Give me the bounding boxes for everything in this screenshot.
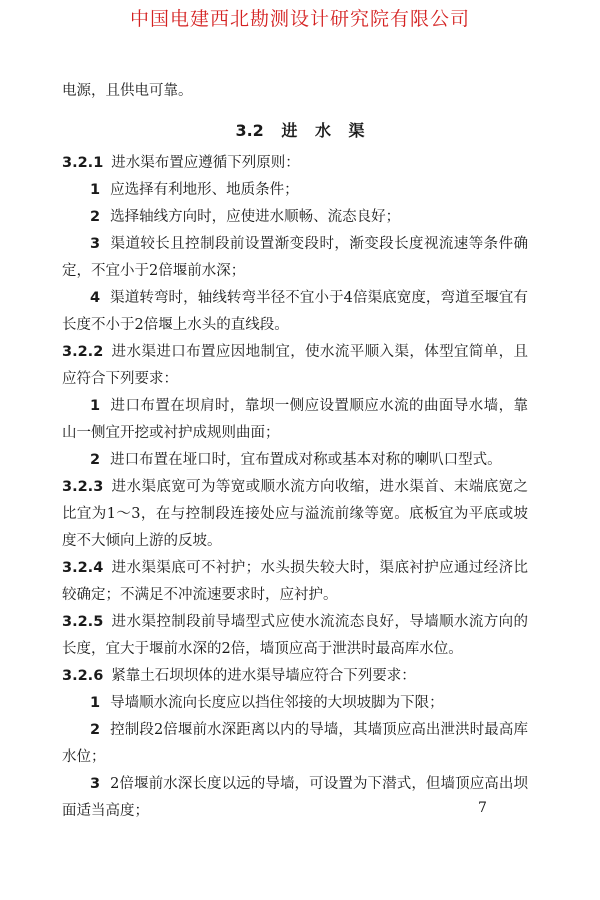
clause-number: 3.2.4	[62, 560, 104, 576]
item-number: 3	[90, 236, 101, 252]
clause-text: 进水渠布置应遵循下列原则：	[111, 155, 300, 171]
clause-text: 进水渠渠底可不衬护；水头损失较大时，渠底衬护应通过经济比较确定；不满足不冲流速要求时，应衬护。	[62, 560, 528, 603]
clause-number: 3.2.1	[62, 155, 104, 171]
item-text: 应选择有利地形、地质条件；	[110, 182, 299, 198]
clause-number: 3.2.5	[62, 614, 104, 630]
clause-item	[62, 231, 528, 285]
clause-paragraph	[62, 474, 528, 555]
section-title-char: 渠	[348, 121, 365, 140]
clause-item	[62, 447, 528, 474]
clause-text: 进水渠进口布置应因地制宜，使水流平顺入渠，体型宜简单，且应符合下列要求：	[62, 344, 528, 387]
item-number: 3	[90, 776, 101, 792]
clause-item	[62, 771, 528, 825]
clause-number: 3.2.3	[62, 479, 104, 495]
clause-text: 进水渠底宽可为等宽或顺水流方向收缩，进水渠首、末端底宽之比宜为1～3，在与控制段连接处应与溢流前缘等宽。底板宜为平底或坡度不大倾向上游的反坡。	[62, 479, 528, 549]
clause-list	[62, 150, 528, 825]
continuation-text	[62, 78, 528, 105]
clause-paragraph	[62, 609, 528, 663]
watermark-header: 中国电建西北勘测设计研究院有限公司	[129, 8, 470, 30]
item-text: 2倍堰前水深长度以远的导墙，可设置为下潜式，但墙顶应高出坝面适当高度；	[62, 776, 528, 819]
clause-item	[62, 690, 528, 717]
clause-item	[62, 717, 528, 771]
item-number: 1	[90, 398, 101, 414]
item-text: 选择轴线方向时，应使进水顺畅、流态良好；	[110, 209, 401, 225]
item-number: 1	[90, 695, 101, 711]
section-title-char: 进	[281, 121, 298, 140]
clause-item	[62, 393, 528, 447]
clause-paragraph	[62, 339, 528, 393]
item-text: 渠道转弯时，轴线转弯半径不宜小于4倍渠底宽度，弯道至堰宜有长度不小于2倍堰上水头的直线段。	[62, 290, 528, 333]
item-number: 2	[90, 209, 101, 225]
section-title	[0, 118, 600, 141]
page-number: 7	[478, 800, 487, 816]
clause-item	[62, 177, 528, 204]
item-text: 控制段2倍堰前水深距离以内的导墙，其墙顶应高出泄洪时最高库水位；	[62, 722, 528, 765]
item-number: 2	[90, 452, 101, 468]
clause-item	[62, 204, 528, 231]
item-number: 2	[90, 722, 101, 738]
clause-paragraph	[62, 663, 528, 690]
clause-paragraph	[62, 150, 528, 177]
section-number: 3.2	[235, 121, 264, 140]
clause-text: 紧靠土石坝坝体的进水渠导墙应符合下列要求：	[111, 668, 416, 684]
clause-number: 3.2.6	[62, 668, 104, 684]
clause-number: 3.2.2	[62, 344, 104, 360]
continuation-paragraph: 电源，且供电可靠。	[62, 83, 193, 99]
item-text: 渠道较长且控制段前设置渐变段时，渐变段长度视流速等条件确定，不宜小于2倍堰前水深；	[62, 236, 528, 279]
section-title-char: 水	[314, 121, 331, 140]
item-text: 进口布置在垭口时，宜布置成对称或基本对称的喇叭口型式。	[110, 452, 502, 468]
clause-item	[62, 285, 528, 339]
item-text: 导墙顺水流向长度应以挡住邻接的大坝坡脚为下限；	[110, 695, 444, 711]
clause-paragraph	[62, 555, 528, 609]
item-number: 4	[90, 290, 101, 306]
item-text: 进口布置在坝肩时，靠坝一侧应设置顺应水流的曲面导水墙，靠山一侧宜开挖或衬护成规则曲面；	[62, 398, 528, 441]
item-number: 1	[90, 182, 101, 198]
clause-text: 进水渠控制段前导墙型式应使水流流态良好，导墙顺水流方向的长度，宜大于堰前水深的2倍，墙顶应高于泄洪时最高库水位。	[62, 614, 528, 657]
